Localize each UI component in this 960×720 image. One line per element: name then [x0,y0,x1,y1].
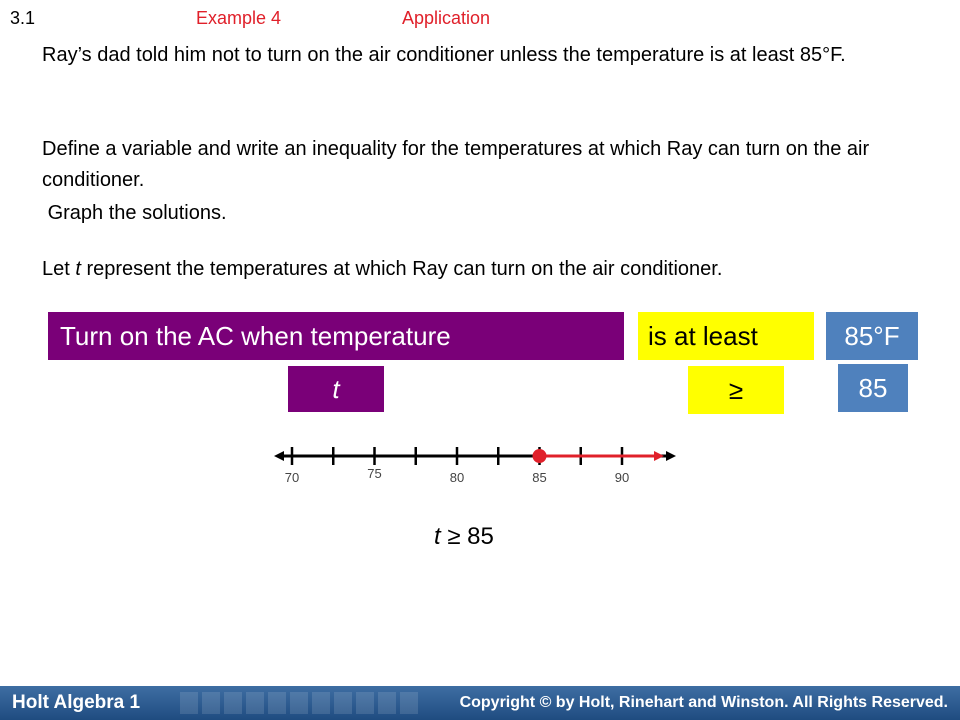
definition-prefix: Let [42,258,76,280]
answer-var: t [434,523,441,550]
type-label: Application [402,8,491,28]
footer-pattern [180,692,420,714]
footer-bar [0,686,960,720]
axis-arrow-right [666,451,676,461]
definition-var: t [75,258,81,280]
problem-task: Define a variable and write an inequality for the temperatures at which Ray can turn on the air conditioner. [42,138,870,191]
at-least-box: is at least [638,312,814,360]
inequality-symbol-box: ≥ [688,366,784,414]
example-label: Example 4 [196,8,282,28]
temperature-box: 85°F [826,312,918,360]
definition-suffix: represent the temperatures at which Ray can turn on the air conditioner. [80,258,723,280]
tick-label: 90 [614,470,630,485]
value-box: 85 [838,364,908,412]
tick-label: 75 [367,466,382,481]
graph-instruction [42,198,932,229]
tick-label: 70 [284,470,300,485]
tick-label: 80 [449,470,465,485]
footer-title: Holt Algebra 1 [12,692,141,713]
inequality-answer [434,523,494,551]
answer-rest: ≥ 85 [440,523,494,550]
variable-definition [42,254,932,285]
graph-instruction-text: Graph the solutions. [47,202,227,224]
variable-box: t [288,366,384,412]
footer-copyright: Copyright © by Holt, Rinehart and Winston. All Rights Reserved. [459,694,948,711]
phrase-box: Turn on the AC when temperature [48,312,624,360]
number-line [270,436,690,490]
solution-point [533,449,547,463]
axis-arrow-left [274,451,284,461]
problem-statement: Ray’s dad told him not to turn on the air conditioner unless the temperature is at least 85°F. [42,44,846,66]
section-number: 3.1 [10,8,36,28]
tick-label: 85 [532,470,547,485]
solution-arrow [654,451,664,461]
